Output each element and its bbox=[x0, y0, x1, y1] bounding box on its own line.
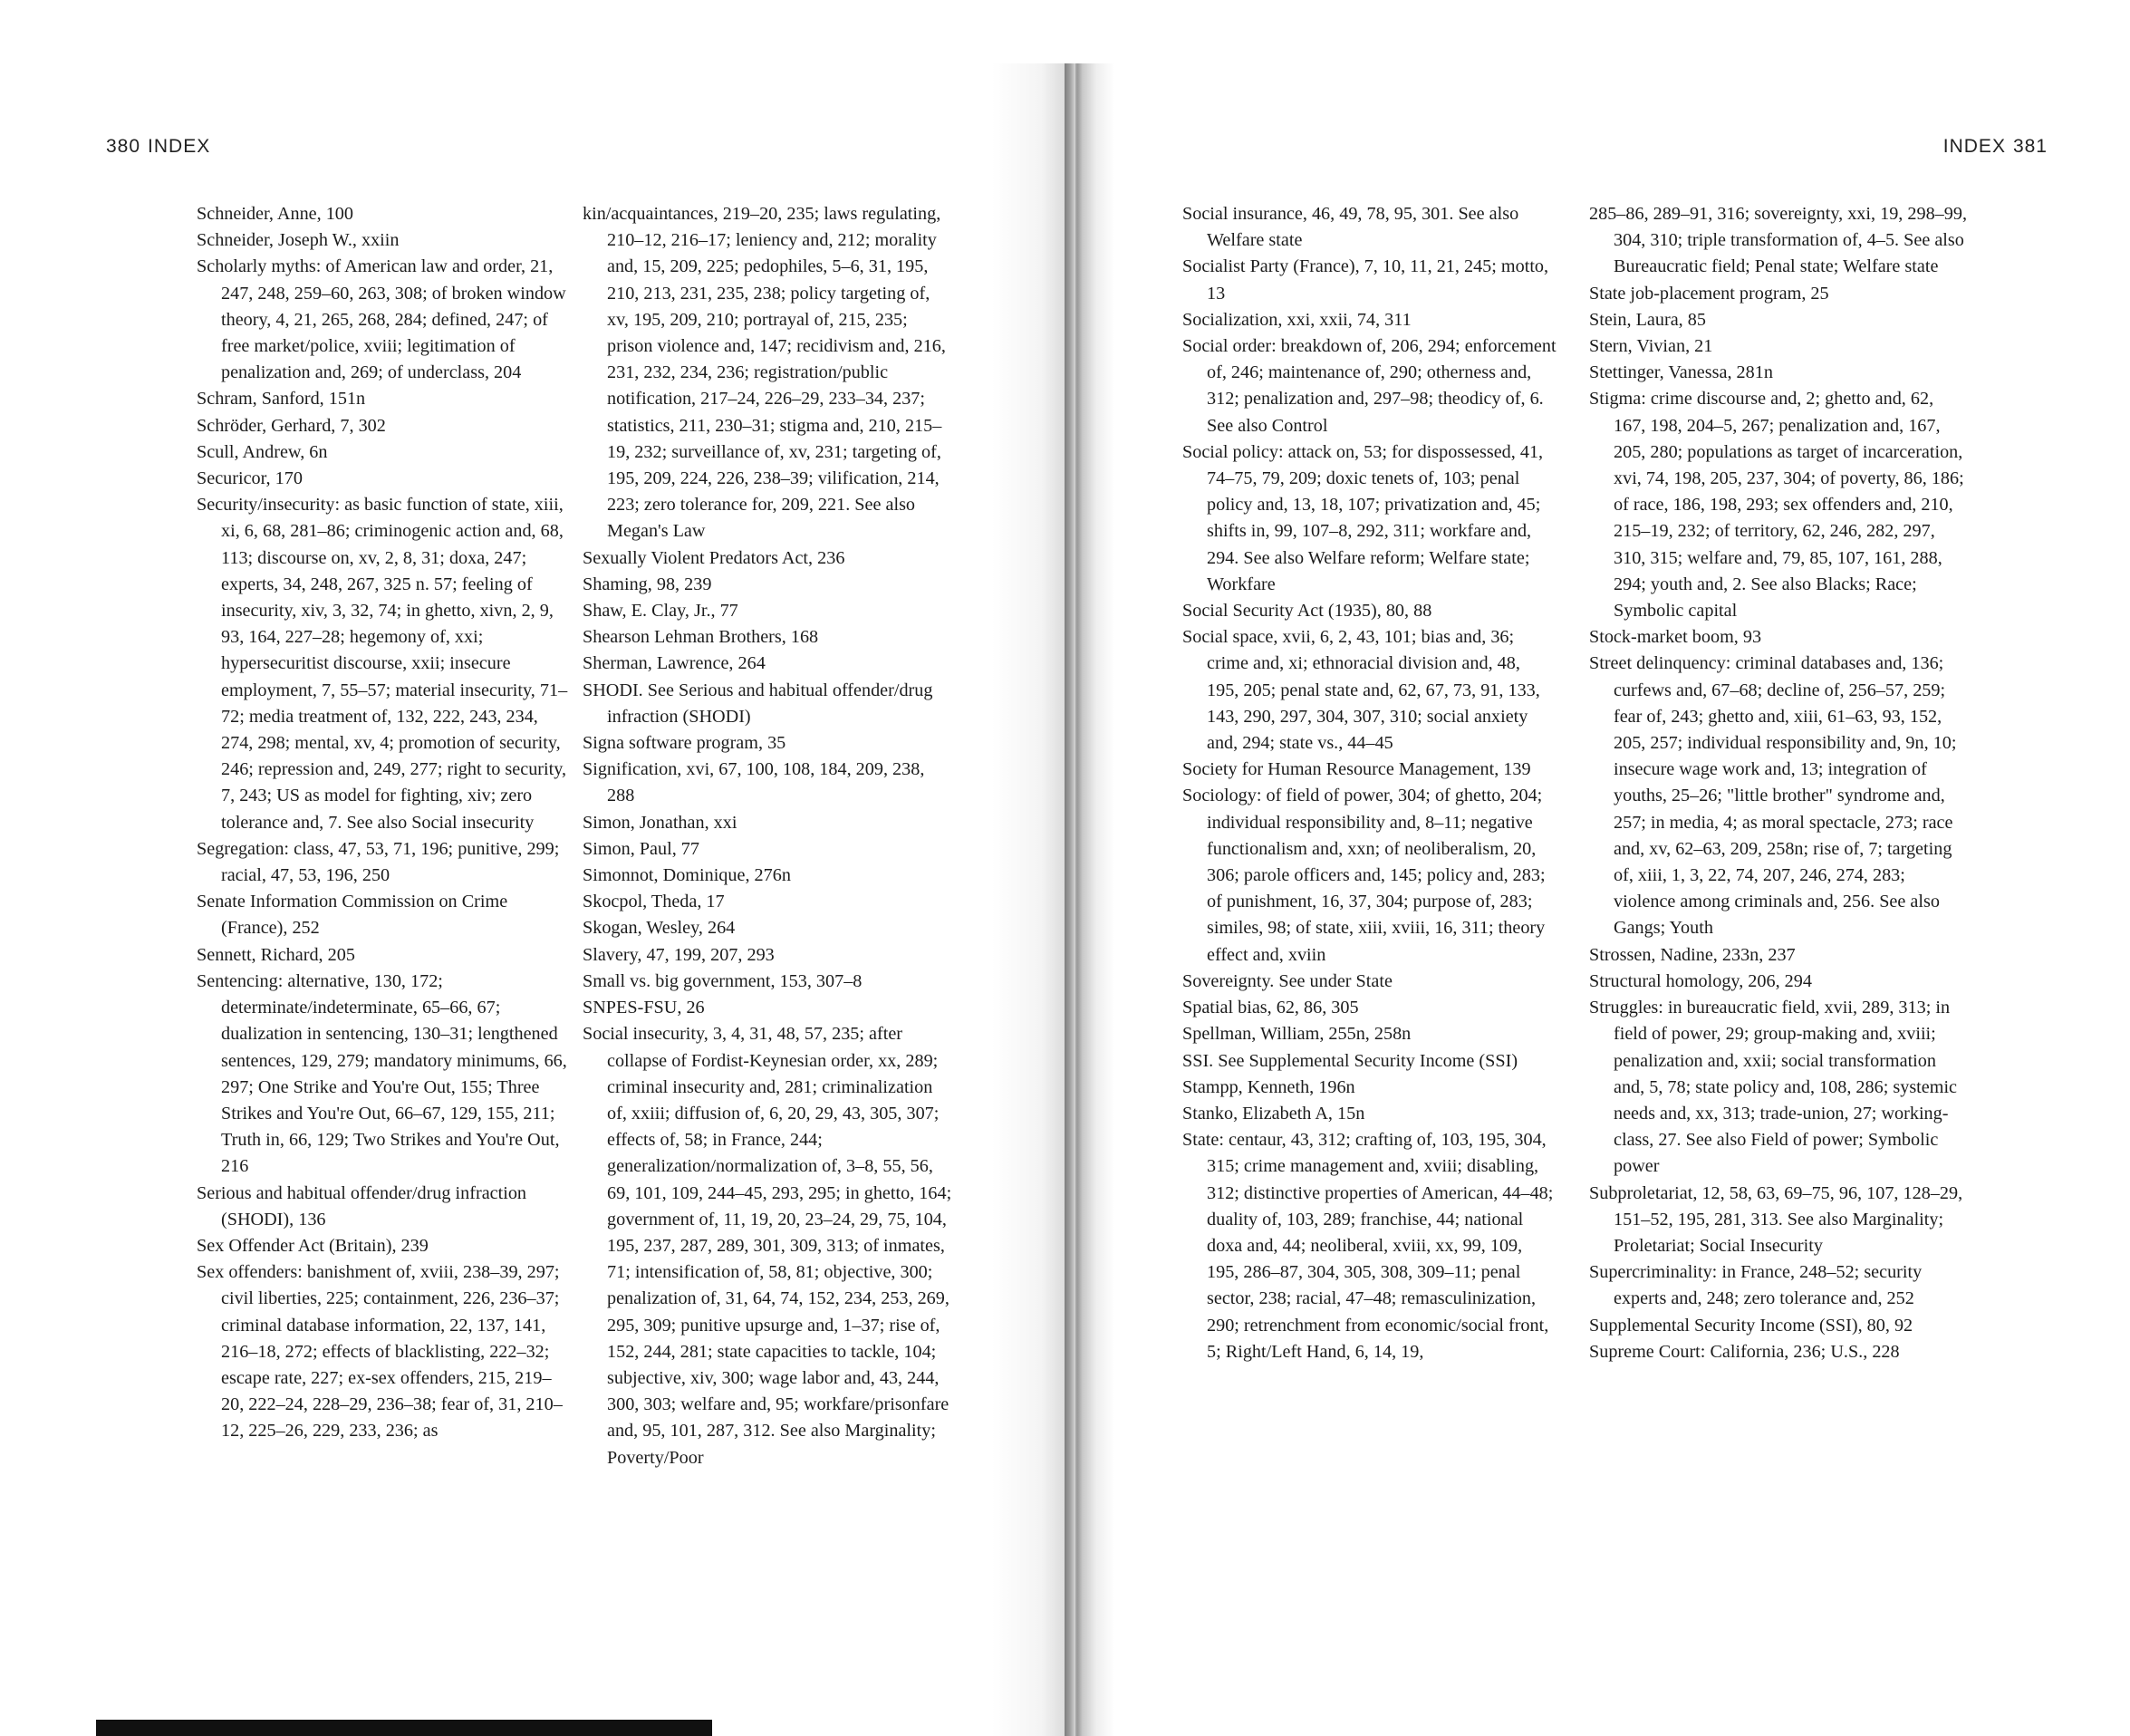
index-entry: Shaw, E. Clay, Jr., 77 bbox=[583, 601, 738, 622]
page-number: 381 bbox=[2012, 136, 2048, 157]
index-entry: Society for Human Resource Management, 139 bbox=[1182, 759, 1531, 780]
index-entry: Skogan, Wesley, 264 bbox=[583, 918, 736, 939]
index-entry: SNPES-FSU, 26 bbox=[583, 998, 705, 1018]
index-entry: Socialist Party (France), 7, 10, 11, 21, 245; motto, 13 bbox=[1182, 256, 1549, 304]
index-entry: Simon, Paul, 77 bbox=[583, 838, 699, 859]
index-entry: Shearson Lehman Brothers, 168 bbox=[583, 627, 819, 648]
index-entry: Stampp, Kenneth, 196n bbox=[1182, 1076, 1355, 1097]
index-entry: Sex offenders: banishment of, xviii, 238–39, 297; civil liberties, 225; containment, 226, 236–37; criminal database information, 22, 137, 141, 216–18, 272; effects of blacklisting, 222–32; escape rate, 227; ex-sex offenders, 215, 219–20, 222–24, 228–29, 236–38; fear of, 31, 210–12, 225–26, 229, 233, 236; as bbox=[197, 1262, 563, 1442]
index-column bbox=[197, 201, 568, 1445]
index-entry: Small vs. big government, 153, 307–8 bbox=[583, 970, 863, 991]
index-entry: Sovereignty. See under State bbox=[1182, 970, 1393, 991]
right-page-header bbox=[1943, 136, 2048, 158]
index-entry: Signification, xvi, 67, 100, 108, 184, 209, 238, 288 bbox=[583, 759, 925, 806]
index-column bbox=[1589, 201, 1968, 1365]
index-entry: Supplemental Security Income (SSI), 80, 92 bbox=[1589, 1315, 1913, 1336]
index-entry: Skocpol, Theda, 17 bbox=[583, 892, 725, 912]
page-number: 380 bbox=[106, 136, 141, 157]
index-entry: Scholarly myths: of American law and order, 21, 247, 248, 259–60, 263, 308; of broken window theory, 4, 21, 265, 268, 284; defined, 247; of free market/police, xviii; legitimation of penalization and, 269; of underclass, 204 bbox=[197, 256, 566, 383]
index-entry: Struggles: in bureaucratic field, xvii, 289, 313; in field of power, 29; group-making and, xviii; penalization and, xxii; social transformation and, 5, 78; state policy and, 108, 286; systemic needs and, xx, 313; trade-union, 27; working-class, 27. See also Field of power; Symbolic power bbox=[1589, 998, 1958, 1177]
index-entry: Stanko, Elizabeth A, 15n bbox=[1182, 1103, 1365, 1124]
index-column bbox=[583, 201, 956, 1471]
running-head: INDEX bbox=[148, 136, 211, 157]
index-entry: Social Security Act (1935), 80, 88 bbox=[1182, 601, 1432, 622]
index-entry: SSI. See Supplemental Security Income (SSI) bbox=[1182, 1050, 1518, 1071]
index-entry: Stigma: crime discourse and, 2; ghetto and, 62, 167, 198, 204–5, 267; penalization and, 167, 205, 280; populations as target of incarceration, xvi, 74, 198, 205, 237, 304; of poverty, 86, 186; of race, 186, 198, 293; sex offenders and, 210, 215–19, 232; of territory, 62, 246, 282, 297, 310, 315; welfare and, 79, 85, 107, 161, 288, 294; youth and, 2. See also Blacks; Race; Symbolic capital bbox=[1589, 389, 1964, 622]
index-entry: Stern, Vivian, 21 bbox=[1589, 336, 1713, 357]
index-entry: Social policy: attack on, 53; for dispossessed, 41, 74–75, 79, 209; doxic tenets of, 103; penal policy and, 13, 18, 107; privatization and, 45; shifts in, 99, 107–8, 292, 311; workfare and, 294. See also Welfare reform; Welfare state; Workfare bbox=[1182, 441, 1544, 594]
index-entry: Sex Offender Act (Britain), 239 bbox=[197, 1235, 429, 1256]
index-entry: 285–86, 289–91, 316; sovereignty, xxi, 19, 298–99, 304, 310; triple transformation of, 4–5. See also Bureaucratic field; Penal state; Welfare state bbox=[1589, 204, 1967, 277]
left-page bbox=[0, 0, 1060, 1736]
index-entry: Strossen, Nadine, 233n, 237 bbox=[1589, 944, 1796, 965]
index-entry: Social order: breakdown of, 206, 294; enforcement of, 246; maintenance of, 290; otherness and, 312; penalization and, 297–98; theodicy of, 6. See also Control bbox=[1182, 336, 1557, 436]
index-entry: Social insecurity, 3, 4, 31, 48, 57, 235; after collapse of Fordist-Keynesian order, xx, 289; criminal insecurity and, 281; criminalization of, xxiii; diffusion of, 6, 20, 29, 43, 305, 307; effects of, 58; in France, 244; generalization/normalization of, 3–8, 55, 56, 69, 101, 109, 244–45, 293, 295; in ghetto, 164; government of, 11, 19, 20, 23–24, 29, 75, 104, 195, 237, 287, 289, 301, 309, 313; of inmates, 71; intensification of, 58, 81; objective, 300; penalization of, 31, 64, 74, 152, 234, 253, 269, 295, 309; punitive upsurge and, 1–37; rise of, 152, 244, 281; state capacities to tackle, 104; subjective, xiv, 300; wage labor and, 43, 244, 300, 303; welfare and, 95; workfare/prisonfare and, 95, 101, 287, 312. See also Marginality; Poverty/Poor bbox=[583, 1024, 952, 1468]
index-entry: kin/acquaintances, 219–20, 235; laws regulating, 210–12, 216–17; leniency and, 212; morality and, 15, 209, 225; pedophiles, 5–6, 31, 195, 210, 213, 231, 235, 238; policy targeting of, xv, 195, 209, 210; portrayal of, 215, 235; prison violence and, 147; recidivism and, 216, 231, 232, 234, 236; registration/public notification, 217–24, 226–29, 233–34, 237; statistics, 211, 230–31; stigma and, 210, 215–19, 232; surveillance of, xv, 231; targeting of, 195, 209, 224, 226, 238–39; vilification, 214, 223; zero tolerance for, 209, 221. See also Megan's Law bbox=[583, 204, 946, 542]
index-entry: Shaming, 98, 239 bbox=[583, 574, 712, 594]
index-entry: Simon, Jonathan, xxi bbox=[583, 812, 737, 833]
index-entry: Spatial bias, 62, 86, 305 bbox=[1182, 998, 1359, 1018]
index-entry: Scull, Andrew, 6n bbox=[197, 441, 328, 462]
index-entry: Slavery, 47, 199, 207, 293 bbox=[583, 944, 775, 965]
index-entry: Security/insecurity: as basic function of state, xiii, xi, 6, 68, 281–86; criminogenic action and, 68, 113; discourse on, xv, 2, 8, 31; doxa, 247; experts, 34, 248, 267, 325 n. 57; feeling of insecurity, xiv, 3, 32, 74; in ghetto, xivn, 2, 9, 93, 164, 227–28; hegemony of, xxi; hypersecuritist discourse, xxii; insecure employment, 7, 55–57; material insecurity, 71–72; media treatment of, 132, 222, 243, 234, 274, 298; mental, xv, 4; promotion of security, 246; repression and, 249, 277; right to security, 7, 243; US as model for fighting, xiv; zero tolerance and, 7. See also Social insecurity bbox=[197, 495, 568, 833]
index-entry: Stettinger, Vanessa, 281n bbox=[1589, 362, 1773, 383]
index-entry: Securicor, 170 bbox=[197, 468, 303, 489]
index-entry: Supreme Court: California, 236; U.S., 228 bbox=[1589, 1341, 1900, 1362]
index-entry: Sennett, Richard, 205 bbox=[197, 944, 355, 965]
index-entry: Schneider, Joseph W., xxiin bbox=[197, 230, 400, 251]
index-entry: Senate Information Commission on Crime (France), 252 bbox=[197, 892, 508, 939]
left-page-header bbox=[106, 136, 210, 158]
index-entry: Schröder, Gerhard, 7, 302 bbox=[197, 415, 386, 436]
index-entry: Subproletariat, 12, 58, 63, 69–75, 96, 107, 128–29, 151–52, 195, 281, 313. See also Marginality; Proletariat; Social Insecurity bbox=[1589, 1182, 1963, 1256]
index-entry: SHODI. See Serious and habitual offender/drug infraction (SHODI) bbox=[583, 680, 933, 727]
index-entry: Sociology: of field of power, 304; of ghetto, 204; individual responsibility and, 8–11; negative functionalism and, xxn; of neoliberalism, 20, 306; parole officers and, 145; policy and, 283; of punishment, 16, 37, 304; purpose of, 283; similes, 98; of state, xiii, xviii, 16, 311; theory effect and, xviin bbox=[1182, 786, 1546, 965]
index-entry: Street delinquency: criminal databases and, 136; curfews and, 67–68; decline of, 256–57, 259; fear of, 243; ghetto and, xiii, 61–63, 93, 152, 205, 257; individual responsibility and, 9n, 10; insecure wage work and, 13; integration of youths, 25–26; "little brother" syndrome and, 257; in media, 4; as moral spectacle, 273; race and, xv, 62–63, 209, 258n; rise of, 7; targeting of, xiii, 1, 3, 22, 74, 207, 246, 274, 283; violence among criminals and, 256. See also Gangs; Youth bbox=[1589, 653, 1957, 939]
index-entry: Social space, xvii, 6, 2, 43, 101; bias and, 36; crime and, xi; ethnoracial division and, 48, 195, 205; penal state and, 62, 67, 73, 91, 133, 143, 290, 297, 304, 307, 310; social anxiety and, 294; state vs., 44–45 bbox=[1182, 627, 1540, 754]
index-column bbox=[1182, 201, 1557, 1365]
index-entry: State job-placement program, 25 bbox=[1589, 283, 1829, 304]
scan-edge-bar bbox=[96, 1720, 712, 1736]
index-entry: Simonnot, Dominique, 276n bbox=[583, 865, 791, 886]
index-entry: Segregation: class, 47, 53, 71, 196; punitive, 299; racial, 47, 53, 196, 250 bbox=[197, 838, 560, 886]
index-entry: Serious and habitual offender/drug infraction (SHODI), 136 bbox=[197, 1182, 527, 1230]
index-entry: Structural homology, 206, 294 bbox=[1589, 970, 1812, 991]
index-entry: Spellman, William, 255n, 258n bbox=[1182, 1024, 1412, 1045]
index-entry: Sherman, Lawrence, 264 bbox=[583, 653, 766, 674]
right-page bbox=[1078, 0, 2130, 1736]
index-entry: Sentencing: alternative, 130, 172; determinate/indeterminate, 65–66, 67; dualization in sentencing, 130–31; lengthened sentences, 129, 279; mandatory minimums, 66, 297; One Strike and You're Out, 155; Three Strikes and You're Out, 66–67, 129, 155, 211; Truth in, 66, 129; Two Strikes and You're Out, 216 bbox=[197, 970, 567, 1177]
running-head: INDEX bbox=[1942, 136, 2006, 157]
index-entry: Schneider, Anne, 100 bbox=[197, 204, 353, 224]
index-entry: State: centaur, 43, 312; crafting of, 103, 195, 304, 315; crime management and, xviii; disabling, 312; distinctive properties of American, 44–48; duality of, 103, 289; franchise, 44; national doxa and, 44; neoliberal, xviii, xx, 99, 109, 195, 286–87, 304, 305, 308, 309–11; penal sector, 238; racial, 47–48; remasculinization, 290; retrenchment from economic/social front, 5; Right/Left Hand, 6, 14, 19, bbox=[1182, 1130, 1554, 1362]
index-entry: Sexually Violent Predators Act, 236 bbox=[583, 547, 845, 568]
index-entry: Schram, Sanford, 151n bbox=[197, 389, 366, 410]
index-entry: Socialization, xxi, xxii, 74, 311 bbox=[1182, 309, 1412, 330]
index-entry: Signa software program, 35 bbox=[583, 733, 786, 754]
index-entry: Stock-market boom, 93 bbox=[1589, 627, 1762, 648]
index-entry: Supercriminality: in France, 248–52; security experts and, 248; zero tolerance and, 252 bbox=[1589, 1262, 1923, 1309]
gutter-shadow bbox=[1065, 63, 1075, 1736]
index-entry: Social insurance, 46, 49, 78, 95, 301. See also Welfare state bbox=[1182, 204, 1519, 251]
index-entry: Stein, Laura, 85 bbox=[1589, 309, 1706, 330]
